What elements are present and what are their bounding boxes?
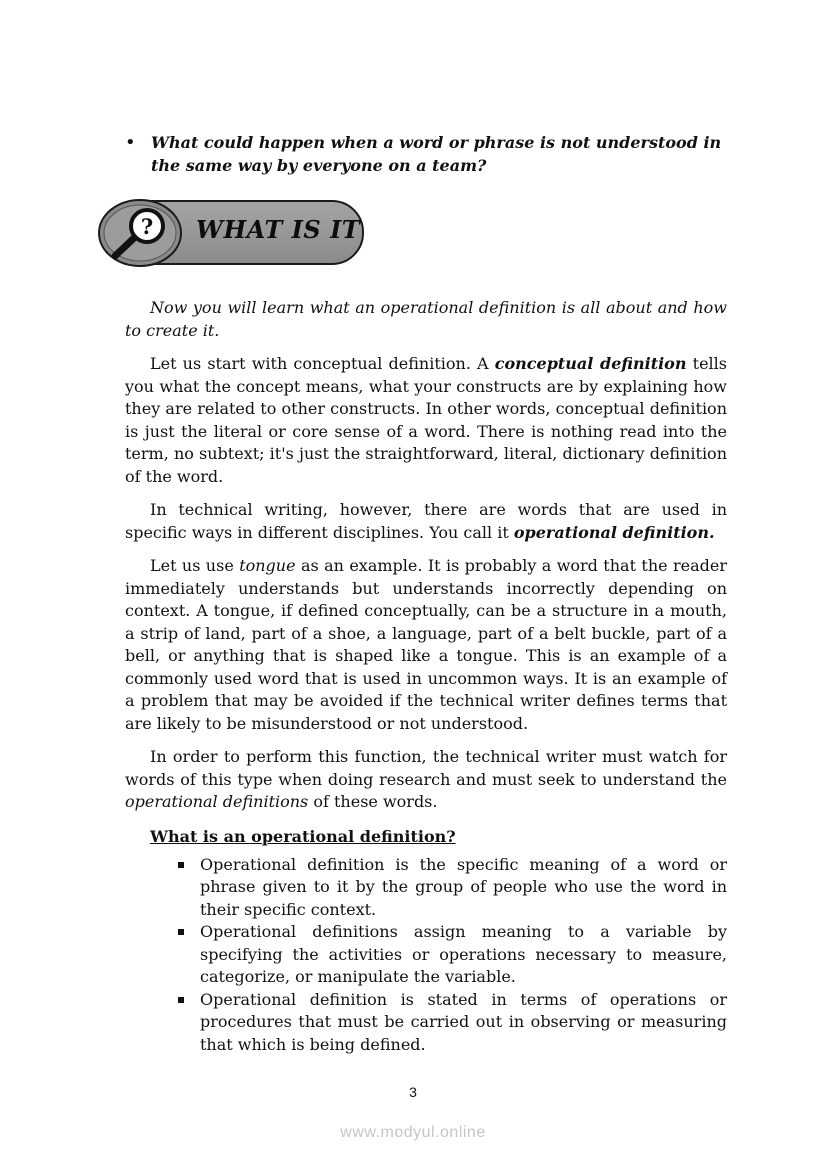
subheading: What is an operational definition? xyxy=(150,826,456,846)
square-bullet-icon xyxy=(178,997,184,1003)
term-operational-definitions: operational definitions xyxy=(125,792,309,811)
square-bullet-icon xyxy=(178,929,184,935)
list-item-text: Operational definitions assign meaning to a variable by specifying the activities or operations necessary to measure, categorize, or manipulate the variable. xyxy=(200,922,727,986)
magnifier-question-icon xyxy=(98,198,182,268)
bullet: • xyxy=(125,132,136,153)
text-run: In technical writing, however, there are words that are used in specific ways in different disciplines. You call it xyxy=(125,500,727,542)
text-run: Let us use xyxy=(150,556,240,575)
question-text: What could happen when a word or phrase is not understood in the same way by everyone on a team? xyxy=(151,133,722,175)
list-item xyxy=(200,989,727,1057)
research-paragraph xyxy=(125,746,727,814)
intro-paragraph: Now you will learn what an operational definition is all about and how to create it. xyxy=(125,298,727,340)
square-bullet-icon xyxy=(178,862,184,868)
list-item-text: Operational definition is stated in terms of operations or procedures that must be carried out in observing or measuring that which is being defined. xyxy=(200,989,727,1054)
svg-text:?: ? xyxy=(140,214,154,239)
list-item xyxy=(200,854,727,922)
term-tongue: tongue xyxy=(239,556,296,575)
technical-writing-paragraph xyxy=(125,499,727,544)
conceptual-definition-paragraph xyxy=(125,353,727,488)
tongue-example-paragraph xyxy=(125,555,727,735)
section-banner xyxy=(98,198,364,268)
definition-list xyxy=(125,854,727,1057)
list-item xyxy=(200,921,727,989)
main-content xyxy=(125,297,727,1056)
text-run: Let us start with conceptual definition. A xyxy=(150,354,495,373)
watermark: www.modyul.online xyxy=(340,1124,486,1141)
text-run: In order to perform this function, the technical writer must watch for words of this type when doing research and must seek to understand the xyxy=(125,747,727,789)
text-run: as an example. It is probably a word that the reader immediately understands but understands incorrectly depending on context. A tongue, if defined conceptually, can be a structure in a mouth, a strip of land, part of a shoe, a language, part of a belt buckle, part of a bell, or anything that is shaped like a tongue. This is an example of a commonly used word that is used in uncommon ways. It is an example of a problem that may be avoided if the technical writer defines terms that are likely to be misunderstood or not understood. xyxy=(125,556,727,733)
term-operational-definition: operational definition. xyxy=(513,522,715,542)
text-run: of these words. xyxy=(308,792,438,811)
list-item-text: Operational definition is the specific meaning of a word or phrase given to it by the group of people who use the word in their specific context. xyxy=(200,854,727,919)
page-number: 3 xyxy=(409,1084,417,1100)
banner-title: WHAT IS IT xyxy=(196,215,361,244)
text-run: tells you what the concept means, what your constructs are by explaining how they are related to other constructs. In other words, conceptual definition is just the literal or core sense of a word. There is nothing read into the term, no subtext; it's just the straightforward, literal, dictionary definition of the word. xyxy=(125,354,727,486)
term-conceptual-definition: conceptual definition xyxy=(494,354,687,373)
